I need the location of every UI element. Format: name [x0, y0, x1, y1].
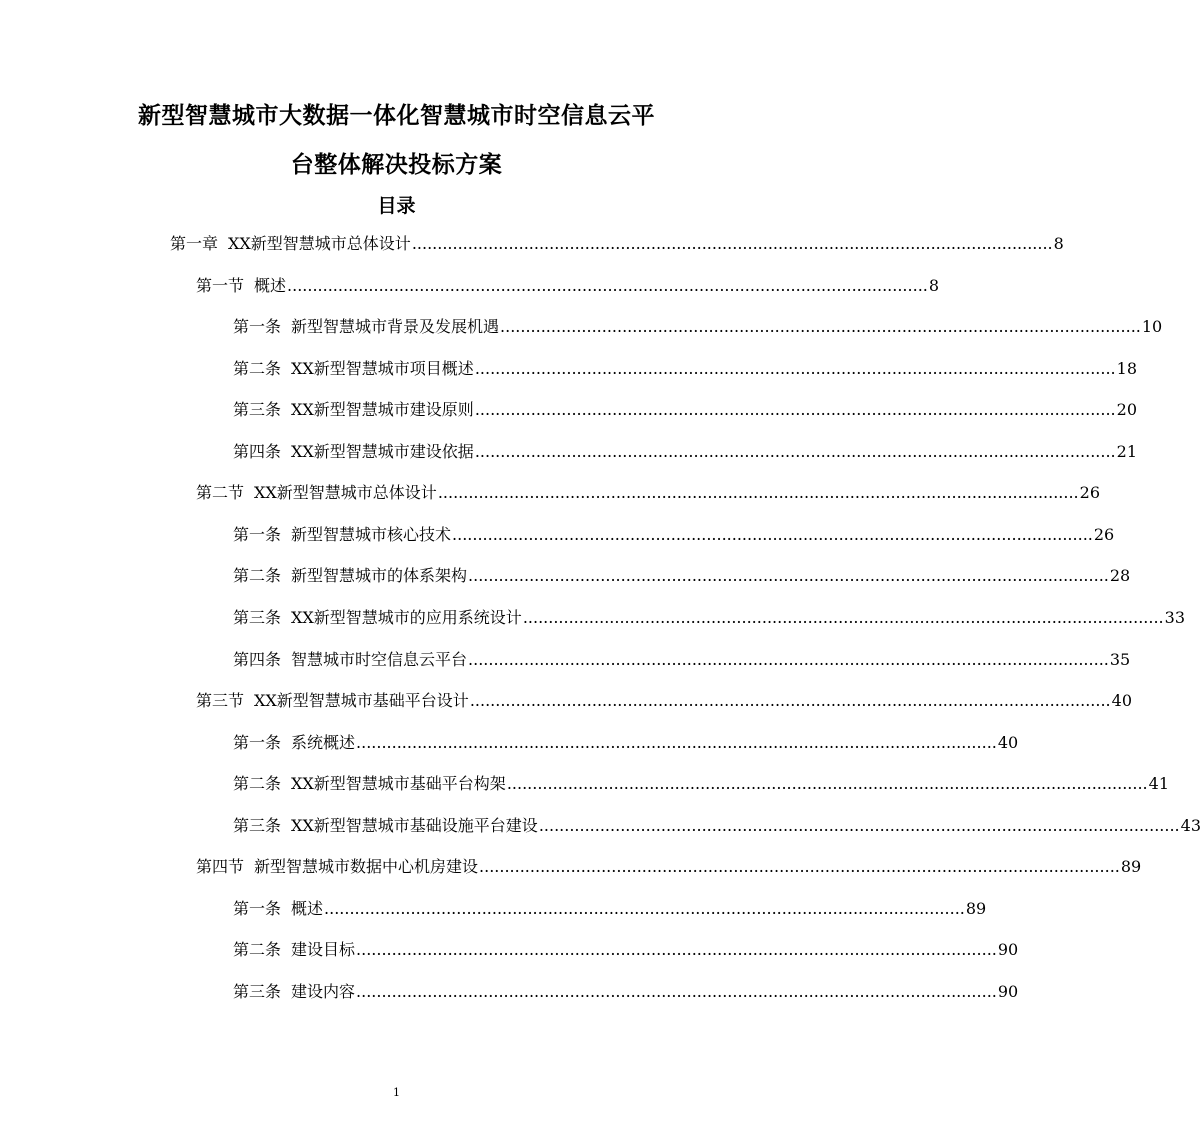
toc-entry[interactable] — [233, 566, 1131, 586]
toc-entry-title: 概述 — [254, 275, 287, 295]
toc-dot-leader: .............................................................................................................................. — [522, 607, 1164, 627]
toc-entry-page: 20 — [1116, 400, 1137, 420]
toc-entry[interactable] — [196, 275, 940, 296]
toc-dot-leader: .............................................................................................................................. — [474, 400, 1116, 420]
toc-entry-number: 第三条 — [233, 981, 282, 1001]
toc-dot-leader: .............................................................................................................................. — [506, 774, 1148, 794]
toc-entry-page: 35 — [1109, 649, 1131, 669]
toc-entry-title: XX新型智慧城市的应用系统设计 — [291, 607, 522, 627]
toc-entry[interactable] — [233, 441, 1137, 462]
toc-entry[interactable] — [233, 898, 987, 919]
toc-entry-title: XX新型智慧城市基础平台构架 — [291, 774, 506, 794]
toc-entry-number: 第二条 — [233, 774, 282, 794]
toc-entry-number: 第一条 — [233, 524, 282, 544]
toc-entry[interactable] — [233, 649, 1131, 670]
toc-entry-page: 26 — [1079, 483, 1100, 503]
toc-entry-page: 10 — [1141, 317, 1163, 337]
page-number: 1 — [393, 1086, 400, 1099]
toc-dot-leader: .............................................................................................................................. — [356, 732, 997, 752]
toc-dot-leader: .............................................................................................................................. — [452, 524, 1093, 544]
document-title-line-2: 台整体解决投标方案 — [290, 152, 503, 178]
toc-entry[interactable] — [233, 400, 1137, 420]
toc-entry[interactable] — [196, 857, 1142, 877]
toc-dot-leader: .............................................................................................................................. — [356, 981, 997, 1001]
toc-entry-title: XX新型智慧城市总体设计 — [254, 483, 437, 503]
toc-entry[interactable] — [170, 234, 1064, 254]
toc-entry[interactable] — [233, 317, 1163, 337]
toc-entry-page: 40 — [997, 732, 1019, 752]
toc-entry-page: 18 — [1116, 358, 1137, 378]
toc-entry-page: 90 — [997, 940, 1019, 960]
toc-entry-title: XX新型智慧城市建设依据 — [291, 441, 474, 461]
toc-entry[interactable] — [196, 691, 1132, 711]
toc-heading: 目录 — [377, 195, 416, 217]
toc-entry-page: 90 — [997, 981, 1019, 1001]
toc-entry-title: 概述 — [291, 898, 324, 918]
toc-entry-number: 第三条 — [233, 400, 282, 420]
toc-entry[interactable] — [233, 981, 1019, 1002]
toc-entry-title: XX新型智慧城市基础设施平台建设 — [291, 815, 538, 835]
toc-dot-leader: .............................................................................................................................. — [469, 691, 1111, 711]
toc-dot-leader: .............................................................................................................................. — [437, 483, 1079, 503]
toc-dot-leader: .............................................................................................................................. — [468, 649, 1109, 669]
toc-entry-number: 第一条 — [233, 732, 282, 752]
toc-entry-number: 第三条 — [233, 607, 282, 627]
toc-entry[interactable] — [233, 607, 1185, 628]
toc-entry[interactable] — [233, 815, 1201, 836]
toc-dot-leader: .............................................................................................................................. — [411, 234, 1053, 253]
toc-entry-page: 8 — [1053, 234, 1064, 253]
toc-entry-number: 第二条 — [233, 358, 282, 378]
toc-entry-title: XX新型智慧城市建设原则 — [291, 400, 474, 420]
toc-entry-title: 新型智慧城市核心技术 — [291, 524, 452, 544]
toc-entry[interactable] — [233, 732, 1019, 753]
toc-entry-title: XX新型智慧城市项目概述 — [291, 358, 474, 378]
toc-entry[interactable] — [196, 483, 1100, 503]
toc-entry-title: 新型智慧城市的体系架构 — [291, 566, 468, 586]
toc-entry-page: 26 — [1093, 524, 1115, 544]
toc-entry-title: 智慧城市时空信息云平台 — [291, 649, 468, 669]
toc-entry[interactable] — [233, 358, 1137, 379]
toc-entry-number: 第一章 — [170, 234, 219, 253]
toc-dot-leader: .............................................................................................................................. — [479, 857, 1120, 877]
toc-entry-page: 8 — [928, 275, 940, 295]
toc-entry-page: 41 — [1148, 774, 1169, 794]
toc-entry-title: 系统概述 — [291, 732, 356, 752]
toc-entry-title: 新型智慧城市数据中心机房建设 — [254, 857, 479, 877]
toc-entry-number: 第四条 — [233, 441, 282, 461]
toc-entry-number: 第三条 — [233, 815, 282, 835]
toc-entry-title: XX新型智慧城市总体设计 — [228, 234, 411, 253]
toc-entry-number: 第三节 — [196, 691, 245, 711]
toc-entry[interactable] — [233, 524, 1115, 545]
toc-entry-page: 33 — [1164, 607, 1185, 627]
toc-entry-page: 21 — [1116, 441, 1137, 461]
toc-entry[interactable] — [233, 940, 1019, 960]
toc-entry[interactable] — [233, 774, 1169, 794]
toc-entry-number: 第二条 — [233, 940, 282, 960]
toc-dot-leader: .............................................................................................................................. — [500, 317, 1141, 337]
toc-entry-page: 43 — [1180, 815, 1201, 835]
toc-entry-title: 建设目标 — [291, 940, 356, 960]
toc-entry-number: 第一条 — [233, 898, 282, 918]
toc-entry-title: XX新型智慧城市基础平台设计 — [254, 691, 469, 711]
toc-entry-number: 第二节 — [196, 483, 245, 503]
toc-entry-number: 第四条 — [233, 649, 282, 669]
toc-entry-number: 第一条 — [233, 317, 282, 337]
toc-entry-number: 第一节 — [196, 275, 245, 295]
document-title-line-1: 新型智慧城市大数据一体化智慧城市时空信息云平 — [138, 103, 655, 129]
toc-entry-page: 28 — [1109, 566, 1131, 586]
toc-entry-title: 建设内容 — [291, 981, 356, 1001]
toc-entry-page: 89 — [1120, 857, 1142, 877]
toc-dot-leader: .............................................................................................................................. — [474, 441, 1116, 461]
toc-entry-page: 40 — [1111, 691, 1132, 711]
toc-dot-leader: .............................................................................................................................. — [287, 275, 928, 295]
toc-entry-number: 第四节 — [196, 857, 245, 877]
toc-entry-number: 第二条 — [233, 566, 282, 586]
toc-dot-leader: .............................................................................................................................. — [356, 940, 997, 960]
toc-entry-title: 新型智慧城市背景及发展机遇 — [291, 317, 500, 337]
toc-dot-leader: .............................................................................................................................. — [468, 566, 1109, 586]
toc-dot-leader: .............................................................................................................................. — [474, 358, 1116, 378]
toc-entry-page: 89 — [965, 898, 987, 918]
toc-dot-leader: .............................................................................................................................. — [324, 898, 965, 918]
toc-dot-leader: .............................................................................................................................. — [538, 815, 1180, 835]
